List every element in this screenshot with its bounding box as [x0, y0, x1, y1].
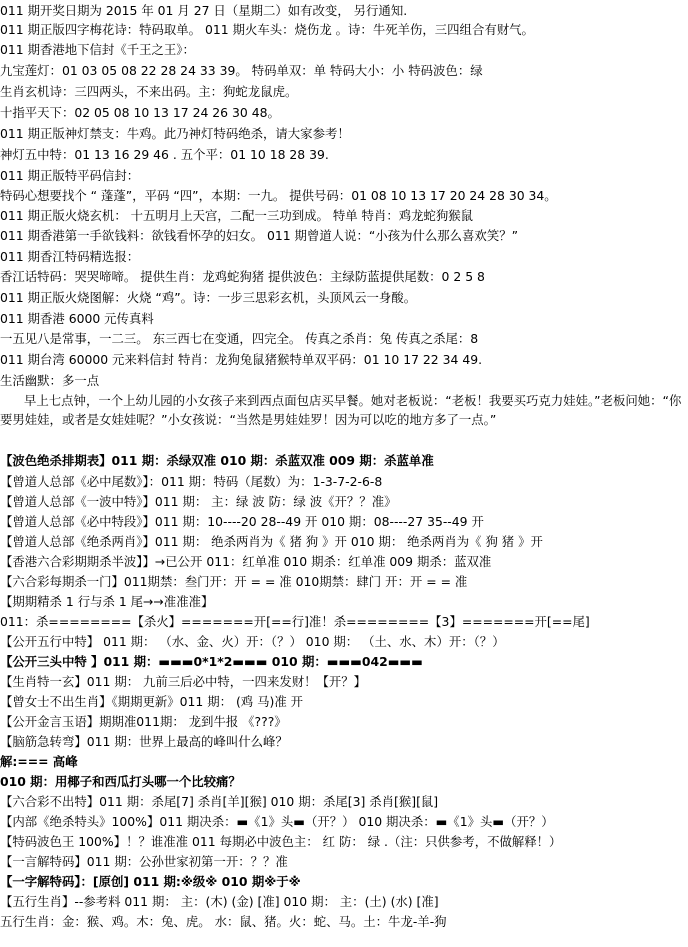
line-6: 十指平天下：02 05 08 10 13 17 24 26 30 48。 — [0, 105, 280, 120]
row-3: 【曾道人总部《一波中特》】011 期： 主：绿 波 防：绿 波《开？？准》 — [0, 494, 397, 509]
row-24: 五行生肖：金：猴、鸡。木：兔、虎。 水：鼠、猪。火：蛇、马。土：牛龙-羊-狗 — [0, 914, 447, 929]
row-19: 【内部《绝杀特头》100%】011 期决杀：▬《1》头▬（开？） 010 期决杀：▬《1》头▬（开？） — [0, 814, 554, 829]
row-8: 【期期精杀 1 行与杀 1 尾→→准准准】 — [0, 594, 214, 609]
row-15: 【脑筋急转弯】011 期：世界上最高的峰叫什么峰？ — [0, 734, 288, 749]
line-3: 011 期香港地下信封《千王之王》： — [0, 42, 195, 57]
row-14: 【公开金言玉语】期期准011期： 龙到牛报 《???》 — [0, 714, 287, 729]
row-22: 【一字解特码】：[原创] 011 期:※级※ 010 期※于※ — [0, 874, 301, 889]
row-12: 【生肖特一玄】011 期： 九前三后必中特，一四来发财！【开？】 — [0, 674, 367, 689]
line-17: 一五见八是常事，一二三。 东三西七在变通，四完全。 传真之杀肖：兔 传真之杀尾：8 — [0, 331, 479, 346]
row-18: 【六合彩不出特】011 期：杀尾[7] 杀肖[羊][猴] 010 期：杀尾[3] 杀肖[猴][鼠] — [0, 794, 439, 809]
row-2: 【曾道人总部《必中尾数》】：011 期：特码（尾数）为：1-3-7-2-6-8 — [0, 474, 383, 489]
row-23: 【五行生肖】--参考料 011 期： 主：(木) (金) [准] 010 期： 主：(土) (水) [准] — [0, 894, 439, 909]
line-2: 011 期正版四字梅花诗：特码取单。 011 期火车头：烧伤龙 。诗：牛死羊伤，三四组合有财气。 — [0, 22, 534, 37]
row-4: 【曾道人总部《必中特段》】011 期：10----20 28--49 开 010 期：08----27 35--49 开 — [0, 514, 484, 529]
row-10: 【公开五行中特】 011 期： （水、金、火）开：（？） 010 期： （土、水、木）开：（？） — [0, 634, 505, 649]
line-18: 011 期台湾 60000 元来料信封 特肖：龙狗兔鼠猪猴特单双平码：01 10 17 22 34 49. — [0, 352, 483, 367]
row-20: 【特码波色王 100%】！？谁准准 011 每期必中波色主： 红 防： 绿 .（注：只供参考，不做解释！） — [0, 834, 562, 849]
row-11: 【公开三头中特 】011 期：▬▬▬0*1*2▬▬▬ 010 期：▬▬▬042▬▬▬ — [0, 654, 423, 669]
line-15: 011 期正版火烧图解：火烧 “鸡”。诗：一步三思彩玄机，头顶风云一身酸。 — [0, 290, 417, 305]
row-5: 【曾道人总部《绝杀两肖》】011 期： 绝杀两肖为《 猪 狗 》开 010 期： 绝杀两肖为《 狗 猪 》开 — [0, 534, 543, 549]
line-4: 九宝莲灯：01 03 05 08 22 28 24 33 39。 特码单双：单 特码大小：小 特码波色：绿 — [0, 63, 483, 78]
row-16: 解:=== 高峰 — [0, 754, 78, 769]
humor-story: 早上七点钟，一个上幼儿园的小女孩子来到西点面包店买早餐。她对老板说：“老板！我要买巧克力娃娃。”老板问她：“你要男娃娃，或者是女娃娃呢？”小女孩说：“当然是男娃娃罗！因为可以吃的地方多了一点。” — [0, 393, 682, 427]
row-7: 【六合彩每期杀一门】011期禁：叁门开：开 = = 准 010期禁：肆门 开：开 = = 准 — [0, 574, 468, 589]
line-10: 特码心想要找个 “ 蓬蓬”，平码 “四”，本期：一九。 提供号码：01 08 10 13 17 20 24 28 30 34。 — [0, 188, 557, 203]
row-17: 010 期：用椰子和西瓜打头哪一个比较痛？ — [0, 774, 241, 789]
row-13: 【曾女士不出生肖】《期期更新》011 期： (鸡 马)准 开 — [0, 694, 304, 709]
line-12: 011 期香港第一手欲钱料：欲钱看怀孕的妇女。 011 期曾道人说：“小孩为什么那么喜欢笑？” — [0, 228, 519, 243]
row-21: 【一言解特码】011 期：公孙世家初第一开：？？准 — [0, 854, 288, 869]
line-5: 生肖玄机诗：三四两头，不来出码。主：狗蛇龙鼠虎。 — [0, 84, 298, 99]
line-14: 香江话特码：哭哭啼啼。 提供生肖：龙鸡蛇狗猪 提供波色：主绿防蓝提供尾数：0 2 5 8 — [0, 269, 485, 284]
row-1: 【波色绝杀排期表】011 期：杀绿双准 010 期：杀蓝双准 009 期：杀蓝单准 — [0, 453, 434, 468]
line-9: 011 期正版特平码信封： — [0, 168, 140, 183]
row-9: 011：杀========【杀火】=======开[==行]准！杀========【3】=======开[==尾] — [0, 614, 590, 629]
row-6: 【香港六合彩期期杀半波】】→已公开 011：红单准 010 期杀：红单准 009 期杀：蓝双准 — [0, 554, 492, 569]
line-16: 011 期香港 6000 元传真料 — [0, 311, 154, 326]
line-1: 011 期开奖日期为 2015 年 01 月 27 日（星期二）如有改变， 另行通知. — [0, 3, 408, 18]
line-8: 神灯五中特：01 13 16 29 46 . 五个平：01 10 18 28 39. — [0, 147, 329, 162]
line-11: 011 期正版火烧玄机： 十五明月上天宫，二配一三功到成。 特单 特肖：鸡龙蛇狗猴鼠 — [0, 208, 474, 223]
line-13: 011 期香江特码精选报： — [0, 249, 140, 264]
line-19: 生活幽默：多一点 — [0, 373, 100, 388]
line-7: 011 期正版神灯禁支：牛鸡。此乃神灯特码绝杀，请大家参考！ — [0, 126, 350, 141]
